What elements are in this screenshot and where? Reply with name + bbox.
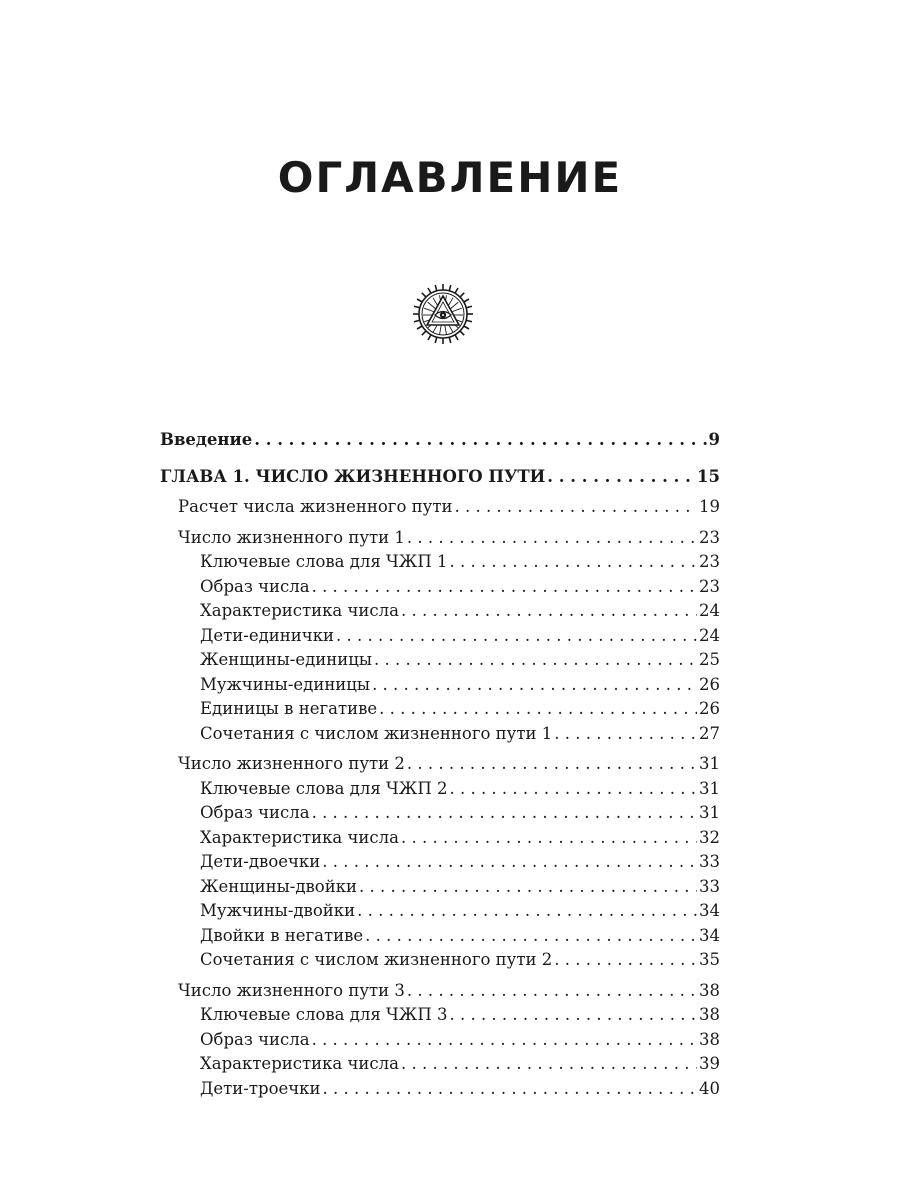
toc-entry[interactable] — [160, 599, 720, 624]
dot-leader — [547, 465, 695, 490]
toc-entry-page-number: 33 — [699, 852, 720, 871]
toc-entry-label: Расчет числа жизненного пути — [178, 497, 453, 516]
toc-entry[interactable] — [160, 673, 720, 698]
toc-entry-page-number: 27 — [699, 723, 720, 743]
toc-entry-label: Дети-двоечки — [200, 852, 321, 871]
toc-entry-page-number: 23 — [699, 576, 720, 596]
toc-entry[interactable] — [160, 826, 720, 851]
toc-entry[interactable] — [160, 1052, 720, 1077]
toc-entry-label: ГЛАВА 1. ЧИСЛО ЖИЗНЕННОГО ПУТИ — [160, 466, 546, 486]
toc-entry[interactable] — [160, 801, 720, 826]
toc-entry-label: Дети-единички — [200, 625, 335, 645]
toc-entry-label: Характеристика числа — [200, 601, 399, 620]
dot-leader — [336, 624, 697, 649]
toc-entry[interactable] — [160, 722, 720, 747]
toc-entry-page-number: 26 — [699, 674, 720, 694]
toc-entry-label: Число жизненного пути 3 — [178, 980, 405, 1000]
dot-leader — [401, 826, 697, 851]
page-title: ОГЛАВЛЕНИЕ — [277, 153, 623, 202]
toc-entry[interactable] — [160, 1028, 720, 1053]
toc-entry-page-number: 32 — [699, 827, 720, 847]
toc-entry-label: Мужчины-двойки — [200, 901, 356, 920]
dot-leader — [449, 550, 697, 575]
toc-entry[interactable] — [160, 850, 720, 875]
toc-entry[interactable] — [160, 495, 720, 520]
dot-leader — [312, 1028, 697, 1053]
toc-entry-page-number: 26 — [699, 699, 720, 718]
toc-entry-page-number: 19 — [699, 497, 720, 516]
toc-entry-page-number: 23 — [699, 552, 720, 571]
toc-entry-page-number: 40 — [699, 1078, 720, 1098]
toc-entry-page-number: 34 — [699, 901, 720, 920]
toc-entry-label: Сочетания с числом жизненного пути 1 — [200, 723, 553, 743]
dot-leader — [554, 948, 697, 973]
dot-leader — [449, 1003, 697, 1028]
toc-entry-label: Сочетания с числом жизненного пути 2 — [200, 950, 553, 969]
toc-entry[interactable] — [160, 899, 720, 924]
toc-entry-label: Образ числа — [200, 803, 310, 822]
toc-entry[interactable] — [160, 465, 720, 490]
toc-entry-label: Ключевые слова для ЧЖП 1 — [200, 552, 448, 571]
toc-entry-label: Единицы в негативе — [200, 699, 378, 718]
toc-entry-label: Женщины-единицы — [200, 650, 373, 669]
toc-entry[interactable] — [160, 526, 720, 551]
toc-entry-page-number: 23 — [699, 527, 720, 547]
toc-entry[interactable] — [160, 777, 720, 802]
toc-entry-page-number: 35 — [699, 950, 720, 969]
dot-leader — [322, 850, 697, 875]
toc-entry-label: Характеристика числа — [200, 827, 399, 847]
dot-leader — [401, 599, 697, 624]
toc-entry-page-number: 9 — [708, 430, 720, 449]
table-of-contents — [160, 428, 720, 1101]
toc-entry[interactable] — [160, 550, 720, 575]
toc-entry-label: Образ числа — [200, 1029, 310, 1049]
dot-leader — [372, 673, 697, 698]
toc-entry[interactable] — [160, 1003, 720, 1028]
toc-entry-page-number: 24 — [699, 601, 720, 620]
toc-entry-page-number: 38 — [699, 1005, 720, 1024]
toc-entry-page-number: 31 — [699, 754, 720, 773]
toc-entry[interactable] — [160, 948, 720, 973]
dot-leader — [312, 575, 697, 600]
toc-entry-page-number: 15 — [697, 466, 720, 486]
toc-entry-label: Число жизненного пути 1 — [178, 527, 405, 547]
toc-entry-page-number: 33 — [699, 876, 720, 896]
toc-entry-page-number: 24 — [699, 625, 720, 645]
dot-leader — [374, 648, 697, 673]
toc-entry[interactable] — [160, 624, 720, 649]
toc-entry[interactable] — [160, 575, 720, 600]
eye-in-triangle-seal-icon — [411, 282, 475, 346]
dot-leader — [454, 495, 697, 520]
toc-entry-page-number: 39 — [699, 1054, 720, 1073]
dot-leader — [357, 899, 697, 924]
dot-leader — [407, 752, 697, 777]
toc-entry-label: Женщины-двойки — [200, 876, 358, 896]
toc-entry[interactable] — [160, 979, 720, 1004]
toc-entry-label: Мужчины-единицы — [200, 674, 371, 694]
toc-entry-page-number: 31 — [699, 803, 720, 822]
toc-entry-label: Введение — [160, 430, 253, 449]
dot-leader — [449, 777, 697, 802]
toc-entry-label: Ключевые слова для ЧЖП 3 — [200, 1005, 448, 1024]
dot-leader — [407, 526, 697, 551]
dot-leader — [323, 1077, 698, 1102]
dot-leader — [254, 428, 706, 453]
toc-entry-label: Число жизненного пути 2 — [178, 754, 405, 773]
toc-entry-label: Образ числа — [200, 576, 310, 596]
toc-entry-label: Характеристика числа — [200, 1054, 399, 1073]
toc-entry[interactable] — [160, 697, 720, 722]
toc-entry-page-number: 38 — [699, 980, 720, 1000]
dot-leader — [401, 1052, 697, 1077]
dot-leader — [312, 801, 697, 826]
toc-entry[interactable] — [160, 875, 720, 900]
dot-leader — [379, 697, 697, 722]
toc-entry-label: Двойки в негативе — [200, 925, 364, 945]
toc-entry-label: Дети-троечки — [200, 1078, 321, 1098]
toc-entry-page-number: 34 — [699, 925, 720, 945]
toc-entry[interactable] — [160, 428, 720, 453]
toc-entry-page-number: 31 — [699, 778, 720, 798]
toc-entry[interactable] — [160, 1077, 720, 1102]
toc-entry-page-number: 38 — [699, 1029, 720, 1049]
dot-leader — [407, 979, 697, 1004]
toc-entry[interactable] — [160, 924, 720, 949]
toc-entry-page-number: 25 — [699, 650, 720, 669]
toc-entry-label: Ключевые слова для ЧЖП 2 — [200, 778, 448, 798]
dot-leader — [365, 924, 697, 949]
toc-entry[interactable] — [160, 648, 720, 673]
dot-leader — [554, 722, 697, 747]
toc-entry[interactable] — [160, 752, 720, 777]
dot-leader — [359, 875, 697, 900]
